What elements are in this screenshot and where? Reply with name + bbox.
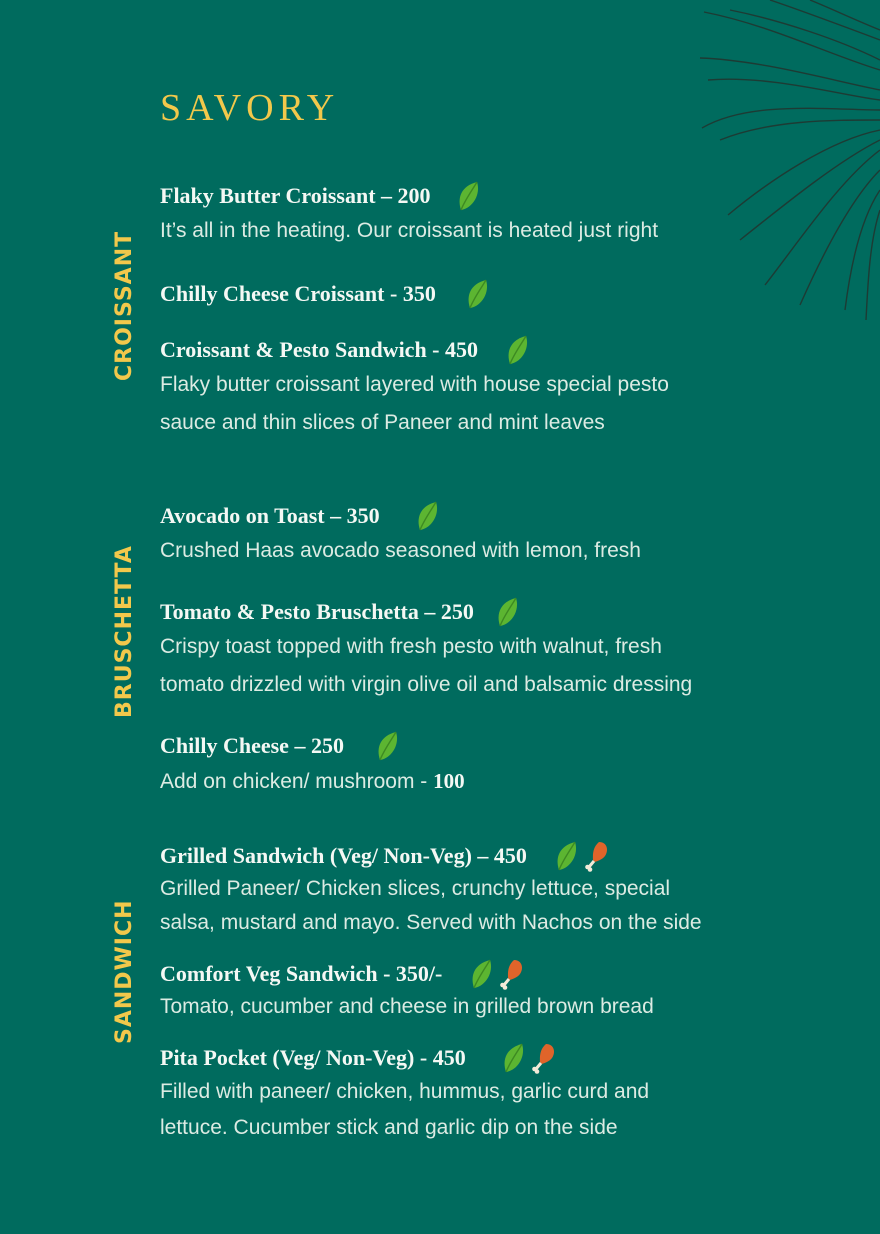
category-bruschetta: BRUSCHETTA [112, 545, 137, 719]
item-name: Avocado on Toast – 350 [160, 500, 820, 532]
item-name: Pita Pocket (Veg/ Non-Veg) - 450 [160, 1042, 820, 1074]
item-name: Grilled Sandwich (Veg/ Non-Veg) – 450 [160, 840, 820, 872]
veg-leaf-icon [494, 596, 520, 628]
menu-item [160, 840, 820, 940]
item-name: Chilly Cheese – 250 [160, 730, 820, 762]
item-description: Add on chicken/ mushroom - 100 [160, 769, 465, 793]
item-name: Croissant & Pesto Sandwich - 450 [160, 334, 820, 366]
item-description: lettuce. Cucumber stick and garlic dip on the side [160, 1116, 618, 1139]
item-description: Flaky butter croissant layered with house special pesto [160, 373, 669, 396]
veg-leaf-icon [464, 278, 490, 310]
item-name: Comfort Veg Sandwich - 350/- [160, 958, 820, 990]
veg-leaf-icon [468, 958, 494, 990]
item-description: It’s all in the heating. Our croissant is heated just right [160, 219, 659, 242]
category-croissant: CROISSANT [112, 230, 137, 382]
veg-leaf-icon [504, 334, 530, 366]
menu-item [160, 958, 820, 1024]
non-veg-drumstick-icon [498, 958, 524, 990]
category-sandwich: SANDWICH [112, 899, 137, 1045]
veg-leaf-icon [374, 730, 400, 762]
menu-item [160, 1042, 820, 1146]
non-veg-drumstick-icon [530, 1042, 556, 1074]
menu-item [160, 334, 820, 442]
veg-leaf-icon [455, 180, 481, 212]
item-description: Filled with paneer/ chicken, hummus, garlic curd and [160, 1080, 650, 1103]
page-title: SAVORY [160, 87, 340, 129]
menu-item [160, 500, 820, 570]
veg-leaf-icon [414, 500, 440, 532]
veg-leaf-icon [500, 1042, 526, 1074]
item-description: salsa, mustard and mayo. Served with Nachos on the side [160, 911, 702, 934]
veg-leaf-icon [553, 840, 579, 872]
menu-item [160, 278, 820, 310]
menu-item [160, 180, 820, 250]
item-description: tomato drizzled with virgin olive oil and balsamic dressing [160, 673, 693, 696]
menu-item [160, 730, 820, 801]
item-name: Flaky Butter Croissant – 200 [160, 180, 820, 212]
non-veg-drumstick-icon [583, 840, 609, 872]
item-name: Chilly Cheese Croissant - 350 [160, 278, 820, 310]
item-description: sauce and thin slices of Paneer and mint leaves [160, 411, 605, 434]
item-description: Tomato, cucumber and cheese in grilled brown bread [160, 995, 654, 1018]
menu-item [160, 596, 820, 704]
item-description: Grilled Paneer/ Chicken slices, crunchy lettuce, special [160, 877, 671, 900]
item-description: Crispy toast topped with fresh pesto with walnut, fresh [160, 635, 662, 658]
item-description: Crushed Haas avocado seasoned with lemon, fresh [160, 539, 641, 562]
item-name: Tomato & Pesto Bruschetta – 250 [160, 596, 820, 628]
